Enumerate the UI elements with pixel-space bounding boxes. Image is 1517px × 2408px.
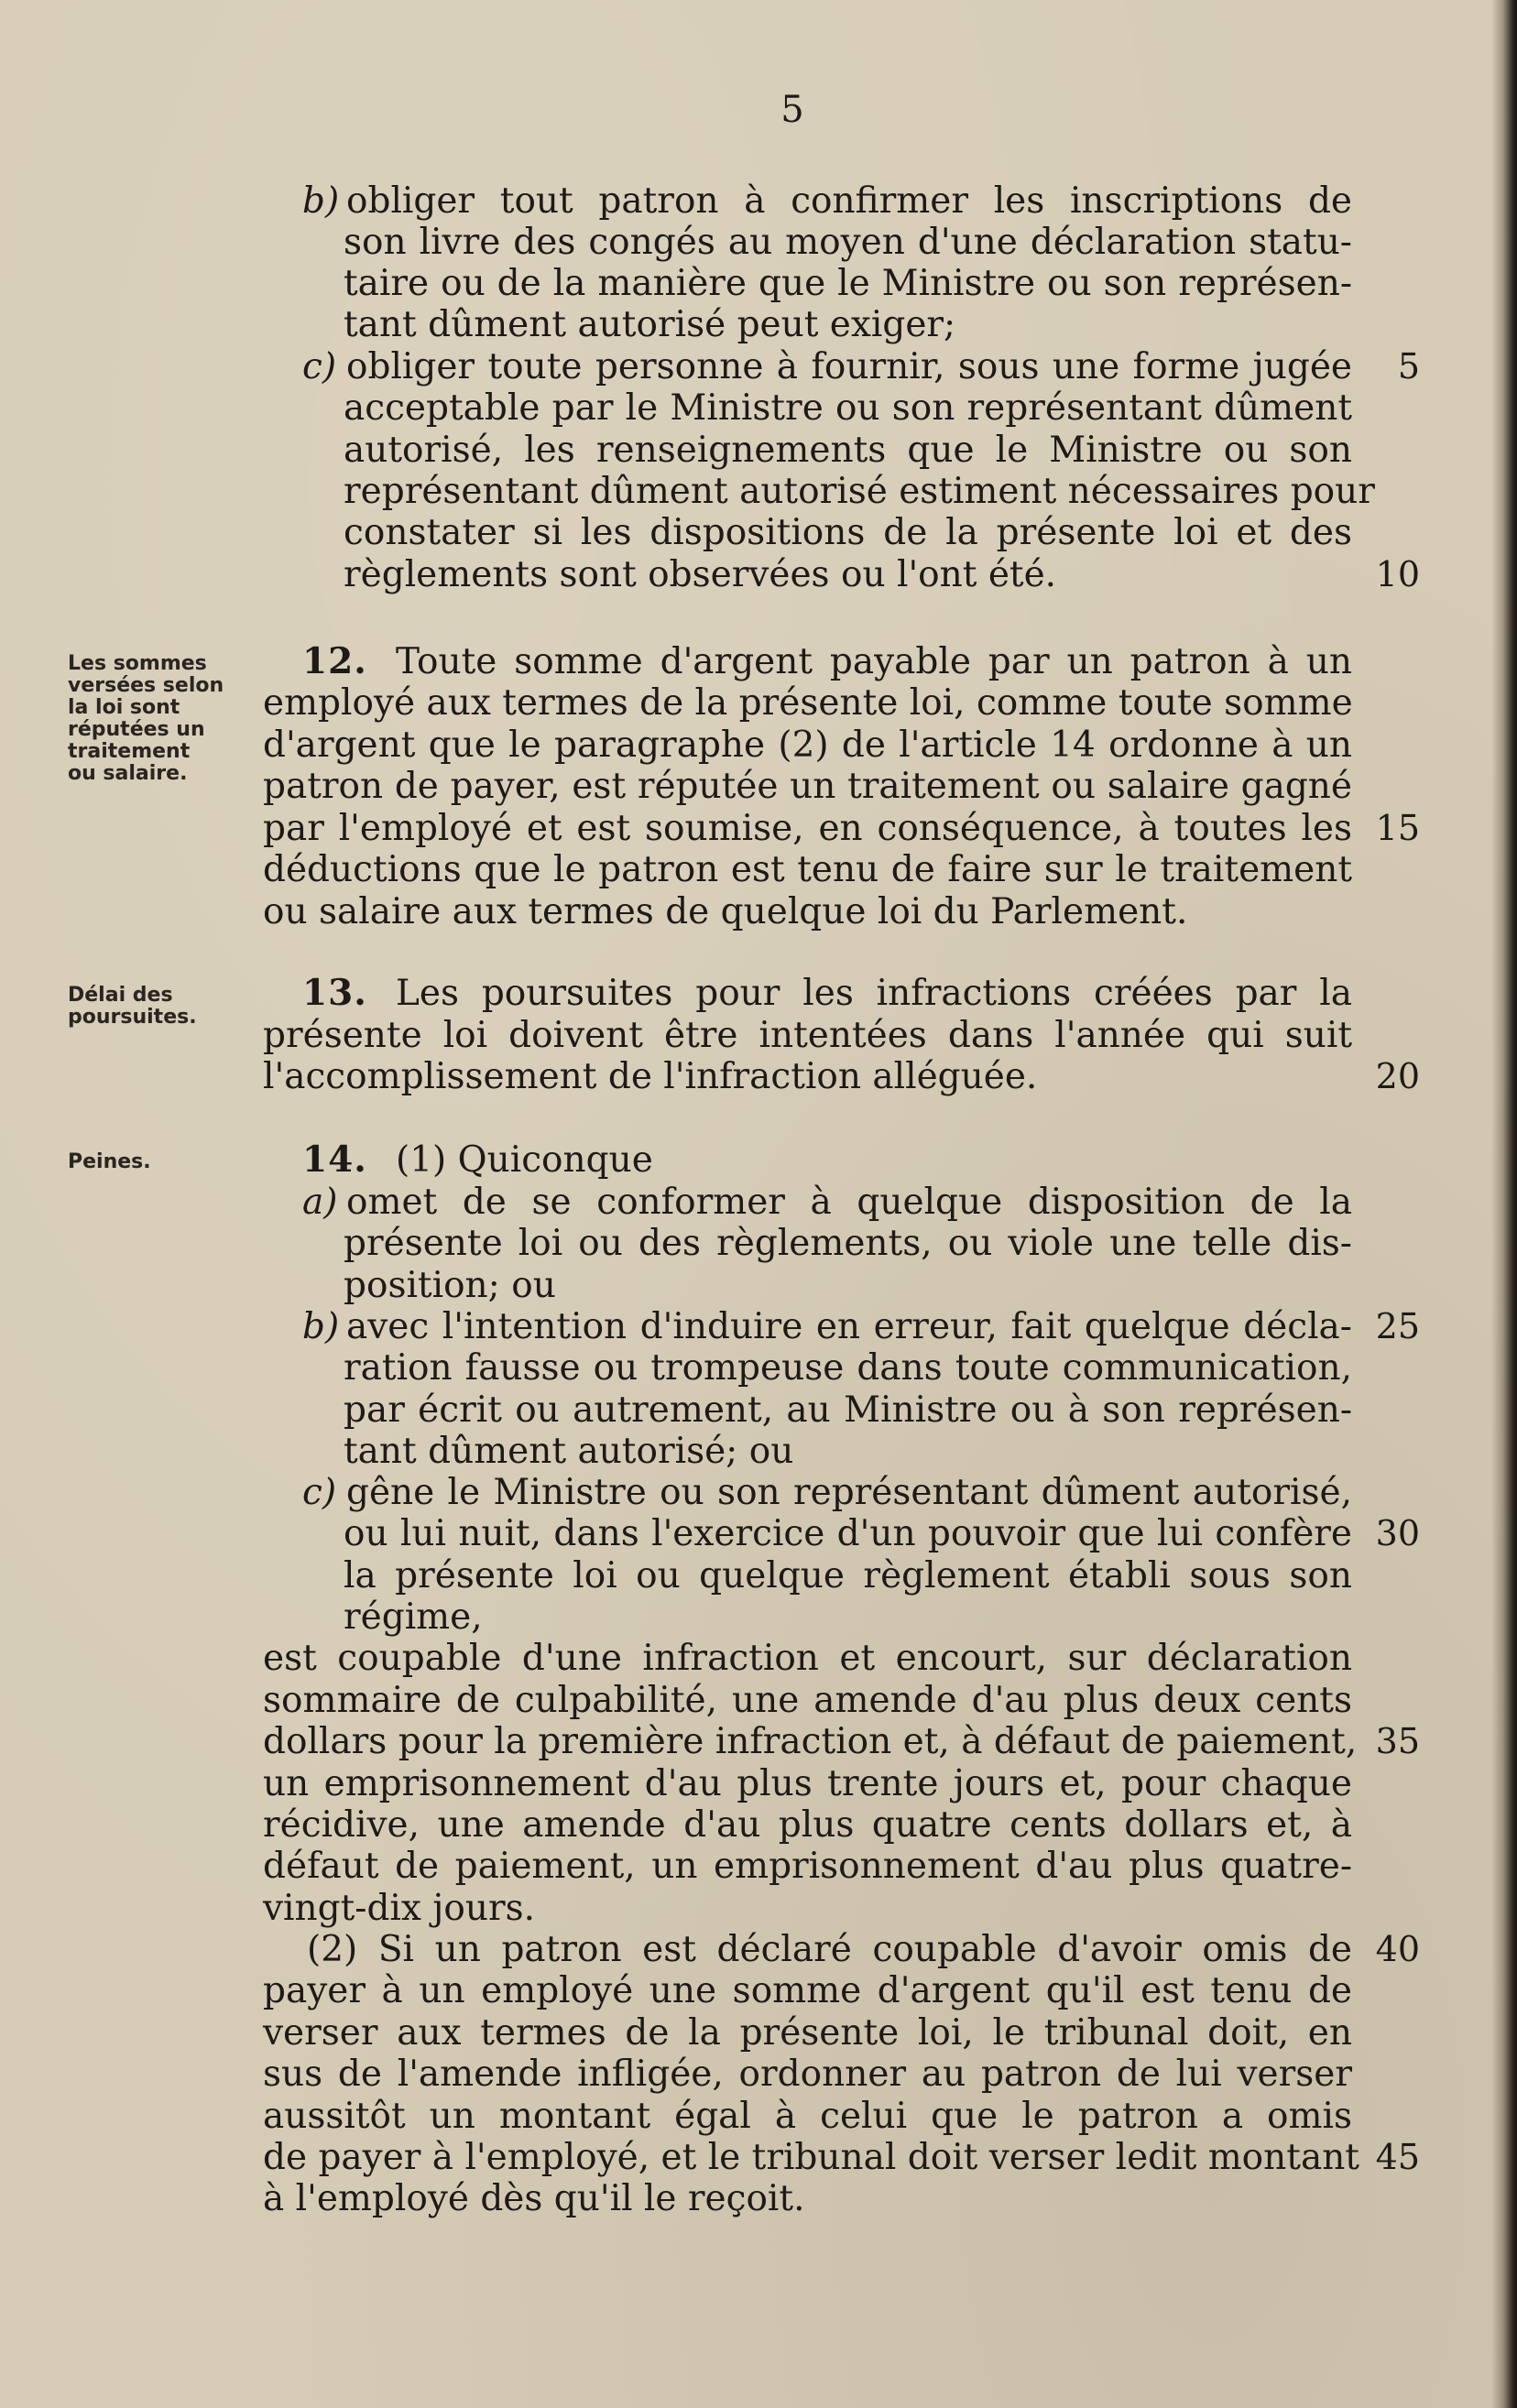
item-label-c: c): [302, 346, 337, 387]
text-line: d'argent que le paragraphe (2) de l'article 14 ordonne à un: [263, 725, 1352, 766]
text-line: dollars pour la première infraction et, à défaut de paiement,: [263, 1721, 1358, 1762]
page-edge-shadow: [1491, 0, 1517, 2408]
text-line: présente loi doivent être intentées dans l'année qui suit: [263, 1015, 1352, 1056]
text-line: patron de payer, est réputée un traitement ou salaire gagné: [263, 766, 1352, 807]
text-line: acceptable par le Ministre ou son représentant dûment: [344, 387, 1352, 429]
text-line: obliger tout patron à confirmer les inscriptions de: [346, 180, 1352, 222]
text-line: autorisé, les renseignements que le Ministre ou son: [344, 430, 1352, 471]
item-label-b: b): [302, 180, 340, 222]
line-number: 45: [1375, 2137, 1420, 2177]
text-line: taire ou de la manière que le Ministre ou son représen-: [344, 263, 1352, 304]
text-line: de payer à l'employé, et le tribunal doit verser ledit montant: [263, 2137, 1359, 2178]
text-line: (1) Quiconque: [396, 1139, 653, 1181]
text-line: avec l'intention d'induire en erreur, fait quelque décla-: [346, 1306, 1352, 1347]
line-number: 35: [1375, 1721, 1420, 1761]
text-line: par l'employé et est soumise, en conséquence, à toutes les: [263, 808, 1352, 849]
text-line: régime,: [344, 1596, 483, 1638]
text-line: un emprisonnement d'au plus trente jours et, pour chaque: [263, 1763, 1352, 1804]
line-number: 10: [1375, 554, 1420, 594]
text-line: récidive, une amende d'au plus quatre cents dollars et, à: [263, 1804, 1352, 1846]
text-line: à l'employé dès qu'il le reçoit.: [263, 2178, 805, 2219]
item-label-a: a): [302, 1182, 338, 1223]
marginal-note-line: traitement: [68, 740, 191, 763]
item-label-b: b): [302, 1306, 340, 1347]
text-line: Les poursuites pour les infractions créées par la: [396, 973, 1352, 1014]
line-number: 5: [1397, 346, 1420, 387]
text-line: verser aux termes de la présente loi, le tribunal doit, en: [263, 2012, 1352, 2054]
text-line: tant dûment autorisé; ou: [344, 1431, 794, 1472]
item-label-c: c): [302, 1472, 337, 1513]
marginal-note-line: Peines.: [68, 1150, 151, 1173]
section-number: 14.: [302, 1139, 367, 1181]
text-line: ou salaire aux termes de quelque loi du Parlement.: [263, 891, 1188, 932]
marginal-note-line: réputées un: [68, 718, 205, 741]
page-number: 5: [780, 89, 804, 131]
text-line: sommaire de culpabilité, une amende d'au plus deux cents: [263, 1680, 1352, 1721]
text-line: sus de l'amende infligée, ordonner au patron de lui verser: [263, 2054, 1352, 2095]
marginal-note-line: Délai des: [68, 984, 173, 1007]
text-line: défaut de paiement, un emprisonnement d'au plus quatre-: [263, 1846, 1352, 1887]
marginal-note-line: poursuites.: [68, 1006, 197, 1029]
text-line: ration fausse ou trompeuse dans toute communication,: [344, 1347, 1352, 1389]
text-line: est coupable d'une infraction et encourt, sur déclaration: [263, 1638, 1352, 1679]
text-line: ou lui nuit, dans l'exercice d'un pouvoir que lui confère: [344, 1513, 1352, 1554]
text-line: (2) Si un patron est déclaré coupable d'avoir omis de: [307, 1929, 1352, 1970]
text-line: règlements sont observées ou l'ont été.: [344, 554, 1057, 595]
text-line: obliger toute personne à fournir, sous une forme jugée: [346, 346, 1352, 387]
section-number: 12.: [302, 640, 367, 682]
text-line: déductions que le patron est tenu de faire sur le traitement: [263, 849, 1352, 890]
text-line: position; ou: [344, 1265, 556, 1306]
text-line: par écrit ou autrement, au Ministre ou à son représen-: [344, 1389, 1352, 1431]
text-line: gêne le Ministre ou son représentant dûment autorisé,: [346, 1472, 1352, 1513]
text-line: l'accomplissement de l'infraction alléguée.: [263, 1056, 1038, 1097]
text-line: constater si les dispositions de la présente loi et des: [344, 512, 1352, 553]
line-number: 20: [1375, 1056, 1420, 1096]
text-line: vingt-dix jours.: [263, 1888, 536, 1929]
text-line: employé aux termes de la présente loi, comme toute somme: [263, 682, 1353, 724]
marginal-note-line: Les sommes: [68, 652, 207, 675]
marginal-note-line: versées selon: [68, 674, 224, 697]
marginal-note-line: ou salaire.: [68, 762, 188, 785]
text-line: tant dûment autorisé peut exiger;: [344, 304, 956, 345]
text-line: présente loi ou des règlements, ou viole une telle dis-: [344, 1223, 1352, 1264]
text-line: aussitôt un montant égal à celui que le patron a omis: [263, 2096, 1352, 2137]
text-line: omet de se conformer à quelque disposition de la: [346, 1182, 1352, 1223]
section-number: 13.: [302, 972, 367, 1014]
line-number: 30: [1375, 1513, 1420, 1553]
text-line: Toute somme d'argent payable par un patron à un: [396, 641, 1352, 682]
text-line: la présente loi ou quelque règlement établi sous son: [344, 1555, 1352, 1596]
line-number: 40: [1375, 1929, 1420, 1969]
text-line: son livre des congés au moyen d'une déclaration statu-: [344, 222, 1352, 263]
text-line: représentant dûment autorisé estiment nécessaires pour: [344, 471, 1375, 512]
line-number: 25: [1375, 1306, 1420, 1346]
marginal-note-line: la loi sont: [68, 696, 180, 719]
line-number: 15: [1375, 808, 1420, 848]
text-line: payer à un employé une somme d'argent qu'il est tenu de: [263, 1970, 1352, 2011]
